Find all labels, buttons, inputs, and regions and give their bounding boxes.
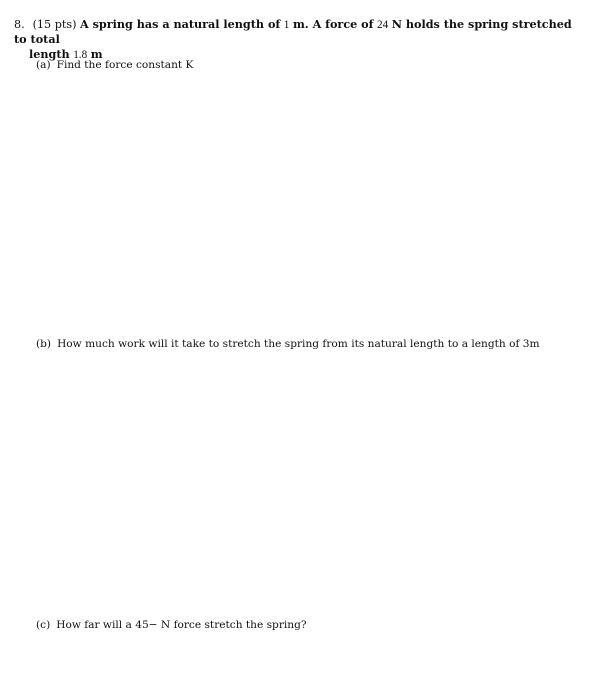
question-text-part5: m <box>90 47 103 61</box>
question-points: (15 pts) <box>32 18 77 31</box>
part-a-label: (a) <box>36 59 51 71</box>
part-b-text: How much work will it take to stretch the spring from its natural length to a length of 3m <box>57 338 540 350</box>
force-value: 24 <box>377 19 389 31</box>
question-text-part2: m. A force of <box>292 17 374 31</box>
part-c-text: How far will a 45− N force stretch the spring? <box>56 619 307 631</box>
part-a-text: Find the force constant K <box>56 59 194 71</box>
natural-length-value: 1 <box>283 19 290 31</box>
part-c <box>36 619 307 632</box>
part-a <box>36 59 193 72</box>
part-c-label: (c) <box>36 619 51 631</box>
question-number: 8. <box>14 18 25 31</box>
part-b <box>36 338 540 351</box>
question-text-part4: length <box>29 47 70 61</box>
part-b-label: (b) <box>36 338 52 350</box>
question-text-part3: N holds the spring stretched to total <box>14 17 572 46</box>
total-length-value: 1.8 <box>73 49 88 61</box>
question-text-part1: A spring has a natural length of <box>80 17 281 31</box>
question-8 <box>14 17 580 62</box>
